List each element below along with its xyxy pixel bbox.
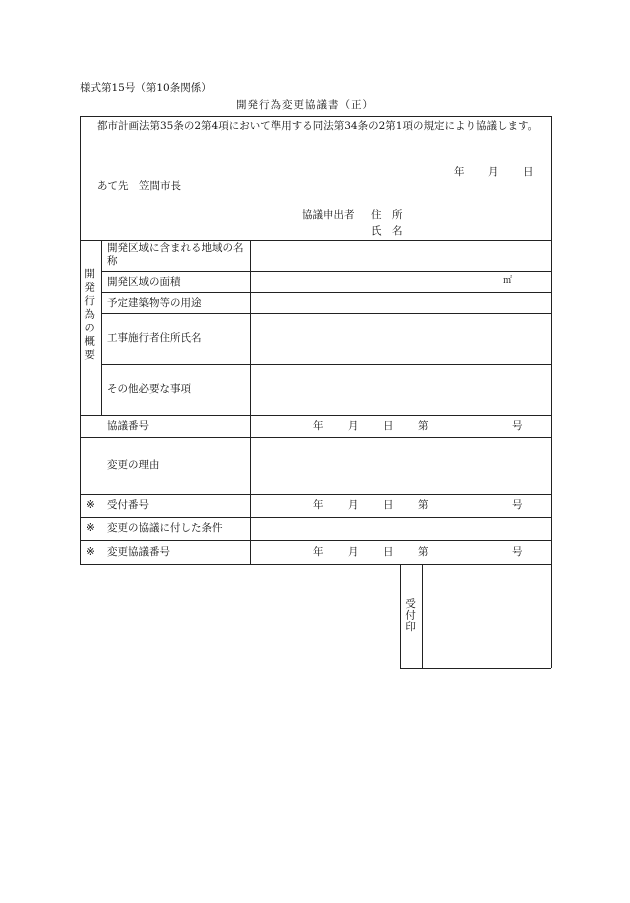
change-consultation-day: 日: [383, 546, 394, 558]
overview-side-label: 開発行為の概要: [83, 268, 96, 363]
receipt-year: 年: [313, 499, 324, 511]
header-divider: [80, 240, 551, 241]
table-bottom-border: [80, 564, 551, 565]
change-conditions-label: 変更の協議に付した条件: [107, 522, 223, 534]
change-consultation-number-label: 変更協議番号: [107, 546, 170, 558]
overview-side-divider: [101, 240, 102, 415]
table-top-border: [80, 116, 551, 117]
name-label: 氏 名: [371, 225, 403, 237]
applicant-label: 協議申出者: [302, 209, 355, 221]
form-number: 様式第15号（第10条関係）: [80, 82, 212, 94]
receipt-month: 月: [348, 499, 359, 511]
row-divider: [101, 271, 551, 272]
office-mark: ※: [86, 546, 95, 558]
row-divider: [101, 313, 551, 314]
receipt-go: 号: [512, 499, 523, 511]
receipt-day: 日: [383, 499, 394, 511]
contractor-label: 工事施行者住所氏名: [107, 332, 202, 344]
consultation-number-label: 協議番号: [107, 420, 149, 432]
stamp-box-left: [400, 564, 401, 668]
change-reason-label: 変更の理由: [107, 459, 160, 471]
receipt-number-label: 受付番号: [107, 499, 149, 511]
table-left-border: [80, 116, 81, 564]
stamp-box-right: [551, 564, 552, 668]
row-divider: [101, 292, 551, 293]
intro-text: 都市計画法第35条の2第4項において準用する同法第34条の2第1項の規定により協議します。: [97, 120, 539, 132]
addressee: あて先 笠間市長: [97, 180, 181, 192]
consultation-go: 号: [512, 420, 523, 432]
stamp-label: 受付印: [404, 598, 417, 633]
row-divider: [101, 364, 551, 365]
row-divider: [80, 437, 551, 438]
stamp-box-divider: [422, 564, 423, 668]
consultation-dai: 第: [418, 420, 429, 432]
table-right-border: [551, 116, 552, 564]
consultation-year: 年: [313, 420, 324, 432]
area-unit: ㎡: [503, 276, 513, 286]
page-title: 開発行為変更協議書（正）: [236, 99, 374, 111]
other-matters-label: その他必要な事項: [107, 383, 191, 395]
address-label: 住 所: [371, 209, 403, 221]
date-day: 日: [523, 166, 534, 178]
row-divider: [80, 540, 551, 541]
row-divider: [80, 415, 551, 416]
consultation-month: 月: [348, 420, 359, 432]
change-consultation-month: 月: [348, 546, 359, 558]
date-month: 月: [488, 166, 499, 178]
change-consultation-year: 年: [313, 546, 324, 558]
change-consultation-go: 号: [512, 546, 523, 558]
office-mark: ※: [86, 499, 95, 511]
area-label: 開発区域の面積: [107, 276, 181, 288]
receipt-dai: 第: [418, 499, 429, 511]
office-mark: ※: [86, 522, 95, 534]
row-divider: [80, 517, 551, 518]
stamp-box-bottom: [400, 668, 551, 669]
row-divider: [80, 494, 551, 495]
date-year: 年: [454, 166, 465, 178]
change-consultation-dai: 第: [418, 546, 429, 558]
label-value-divider: [250, 240, 251, 564]
building-use-label: 予定建築物等の用途: [107, 297, 202, 309]
consultation-day: 日: [383, 420, 394, 432]
region-name-label: 開発区域に含まれる地域の名称: [107, 242, 244, 268]
